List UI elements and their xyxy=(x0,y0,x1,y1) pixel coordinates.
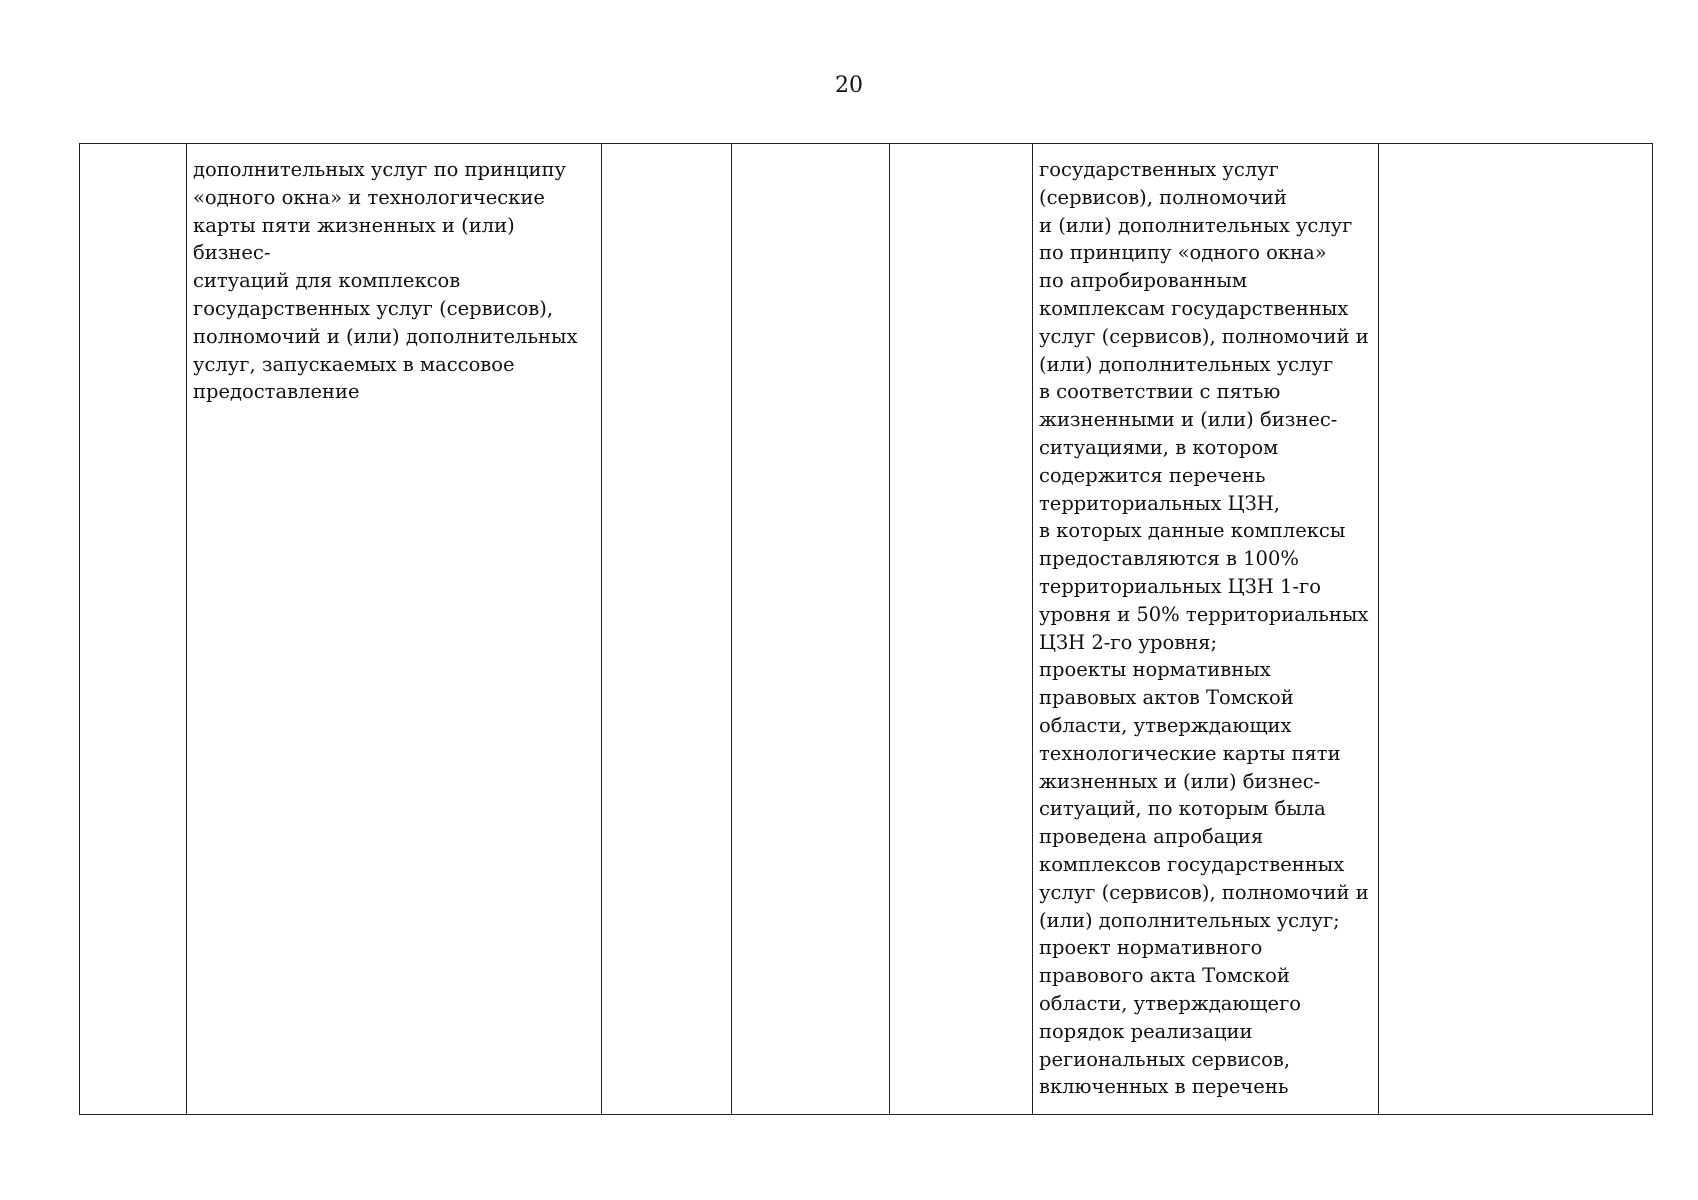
table-cell-description: дополнительных услуг по принципу «одного окна» и технологические карты пяти жизненных и (или) бизнес- ситуаций для комплексов государственных услуг (сервисов), полномочий и (или) дополнительных услуг, запускаемых в массовое предоставление xyxy=(187,144,602,1115)
page-number: 20 xyxy=(835,73,863,98)
table-cell-col7 xyxy=(1379,144,1653,1115)
table-cell-col4 xyxy=(732,144,890,1115)
table-cell-number xyxy=(80,144,187,1115)
table-cell-result: государственных услуг (сервисов), полномочий и (или) дополнительных услуг по принципу «одного окна» по апробированным комплексам государственных услуг (сервисов), полномочий и (или) дополнительных услуг в соответствии с пятью жизненными и (или) бизнес- ситуациями, в котором содержится перечень территориальных ЦЗН, в которых данные комплексы предоставляются в 100% территориальных ЦЗН 1-го уровня и 50% территориальных ЦЗН 2-го уровня; проекты нормативных правовых актов Томской области, утверждающих технологические карты пяти жизненных и (или) бизнес- ситуаций, по которым была проведена апробация комплексов государственных услуг (сервисов), полномочий и (или) дополнительных услуг; проект нормативного правового акта Томской области, утверждающего порядок реализации региональных сервисов, включенных в перечень xyxy=(1033,144,1379,1115)
document-table xyxy=(79,143,1653,1115)
table-cell-col5 xyxy=(890,144,1033,1115)
table-row xyxy=(80,144,1653,1115)
table-cell-col3 xyxy=(602,144,732,1115)
